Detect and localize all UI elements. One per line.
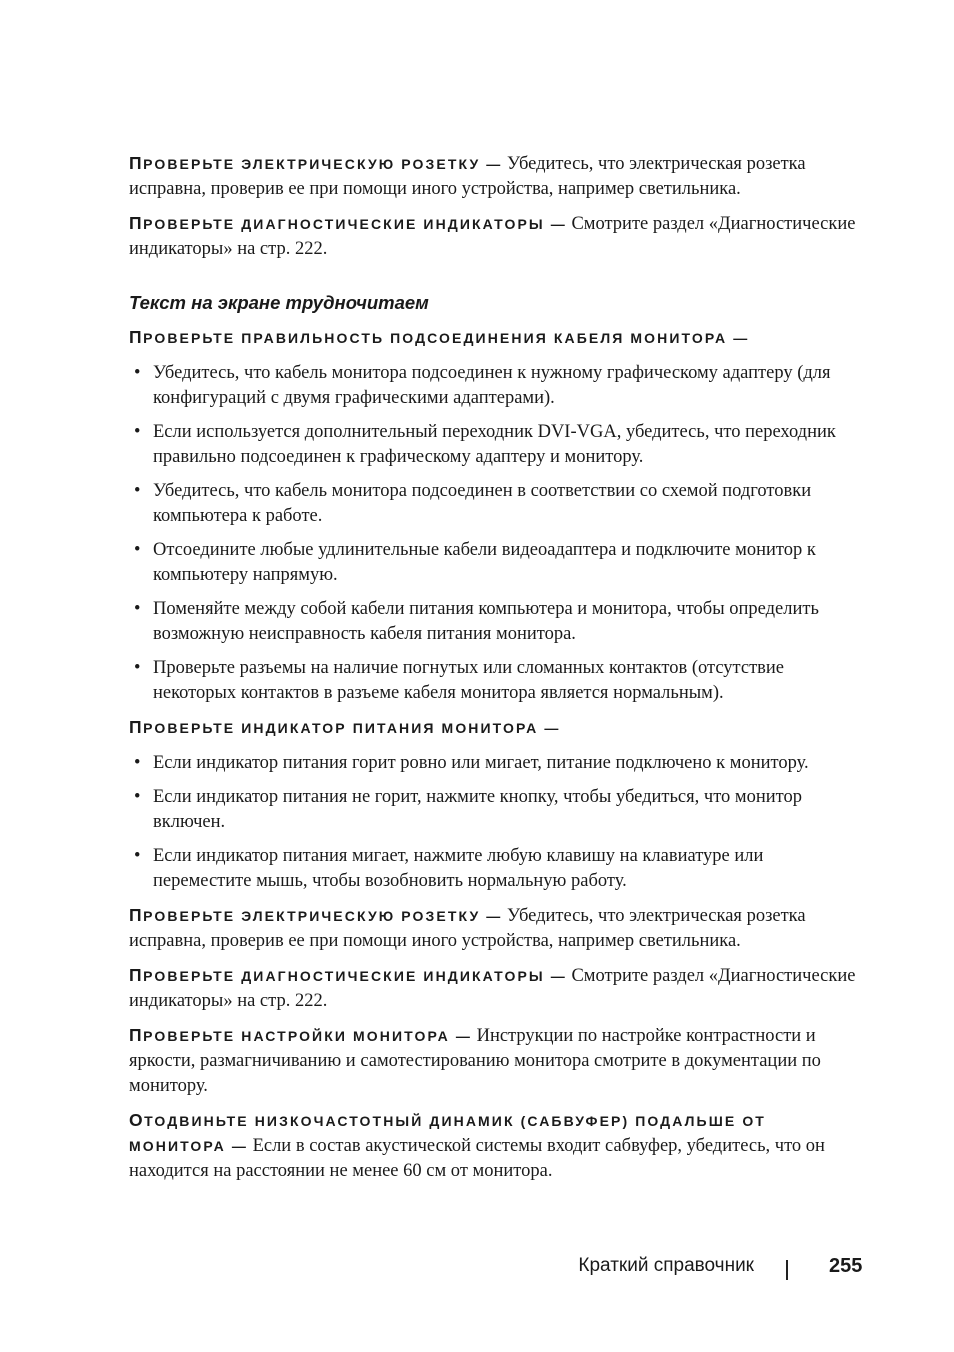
list-item: • Если индикатор питания не горит, нажмите кнопку, чтобы убедиться, что монитор включен. [134, 787, 803, 832]
section-heading: Текст на экране трудночитаем [129, 292, 429, 313]
paragraph [129, 1108, 859, 1184]
bullet-icon: • [134, 787, 141, 807]
page-number: 255 [829, 1255, 863, 1277]
bullet-icon: • [134, 540, 141, 560]
run-in-heading-line: ПРОВЕРЬТЕ ИНДИКАТОР ПИТАНИЯ МОНИТОРА — [129, 717, 561, 737]
bullet-icon: • [134, 753, 141, 773]
paragraph [129, 1023, 859, 1099]
list-item: • Отсоедините любые удлинительные кабели видеоадаптера и подключите монитор к компьютеру напрямую. [134, 540, 816, 585]
paragraph [129, 963, 859, 1014]
run-in-heading-line: ПРОВЕРЬТЕ ПРАВИЛЬНОСТЬ ПОДСОЕДИНЕНИЯ КАБЕЛЯ МОНИТОРА — [129, 327, 750, 347]
paragraph-text: Убедитесь, что электрическая розетка исправна, проверив ее при помощи иного устройства, например светильника. [129, 906, 806, 951]
bullet-list [129, 751, 859, 894]
bullet-icon: • [134, 481, 141, 501]
list-item: • Проверьте разъемы на наличие погнутых или сломанных контактов (отсутствие некоторых контактов в разъеме кабеля монитора является нормальным). [134, 658, 785, 703]
bullet-icon: • [134, 846, 141, 866]
paragraph [129, 211, 859, 262]
bullet-icon: • [134, 658, 141, 678]
list-item: • Убедитесь, что кабель монитора подсоединен в соответствии со схемой подготовки компьютера к работе. [134, 481, 812, 526]
footer-section-title: Краткий справочник [578, 1255, 754, 1276]
list-item: • Если индикатор питания мигает, нажмите любую клавишу на клавиатуре или переместите мышь, чтобы возобновить нормальную работу. [134, 846, 764, 891]
document-body [129, 151, 859, 1193]
run-in-heading: ПРОВЕРЬТЕ ЭЛЕКТРИЧЕСКУЮ РОЗЕТКУ — [129, 153, 503, 173]
bullet-icon: • [134, 422, 141, 442]
paragraph-text: Убедитесь, что электрическая розетка исправна, проверив ее при помощи иного устройства, например светильника. [129, 154, 806, 199]
run-in-heading: ОТОДВИНЬТЕ НИЗКОЧАСТОТНЫЙ ДИНАМИК (САБВУФЕР) ПОДАЛЬШЕ ОТ МОНИТОРА — [129, 1110, 766, 1154]
bullet-icon: • [134, 363, 141, 383]
run-in-heading: ПРОВЕРЬТЕ ДИАГНОСТИЧЕСКИЕ ИНДИКАТОРЫ — [129, 213, 567, 233]
run-in-heading: ПРОВЕРЬТЕ ДИАГНОСТИЧЕСКИЕ ИНДИКАТОРЫ — [129, 965, 567, 985]
list-item: • Если индикатор питания горит ровно или мигает, питание подключено к монитору. [129, 751, 859, 776]
list-item: • Убедитесь, что кабель монитора подсоединен к нужному графическому адаптеру (для конфигураций с двумя графическими адаптерами). [134, 363, 831, 408]
page-footer [0, 1255, 954, 1285]
bullet-list [129, 361, 859, 706]
paragraph [129, 151, 859, 202]
run-in-heading: ПРОВЕРЬТЕ ЭЛЕКТРИЧЕСКУЮ РОЗЕТКУ — [129, 905, 503, 925]
run-in-heading: ПРОВЕРЬТЕ НАСТРОЙКИ МОНИТОРА — [129, 1025, 472, 1045]
paragraph-text: Смотрите раздел «Диагностические индикаторы» на стр. 222. [129, 214, 856, 259]
footer-separator [786, 1260, 788, 1280]
bullet-icon: • [134, 599, 141, 619]
list-item: • Если используется дополнительный переходник DVI-VGA, убедитесь, что переходник правильно подсоединен к графическому адаптеру и монитору. [134, 422, 836, 467]
paragraph-text: Если в состав акустической системы входит сабвуфер, убедитесь, что он находится на расстоянии не менее 60 см от монитора. [129, 1136, 825, 1181]
paragraph-text: Инструкции по настройке контрастности и яркости, размагничиванию и самотестированию монитора смотрите в документации по монитору. [129, 1026, 821, 1096]
list-item: • Поменяйте между собой кабели питания компьютера и монитора, чтобы определить возможную неисправность кабеля питания монитора. [134, 599, 819, 644]
paragraph-text: Смотрите раздел «Диагностические индикаторы» на стр. 222. [129, 966, 856, 1011]
paragraph [129, 903, 859, 954]
